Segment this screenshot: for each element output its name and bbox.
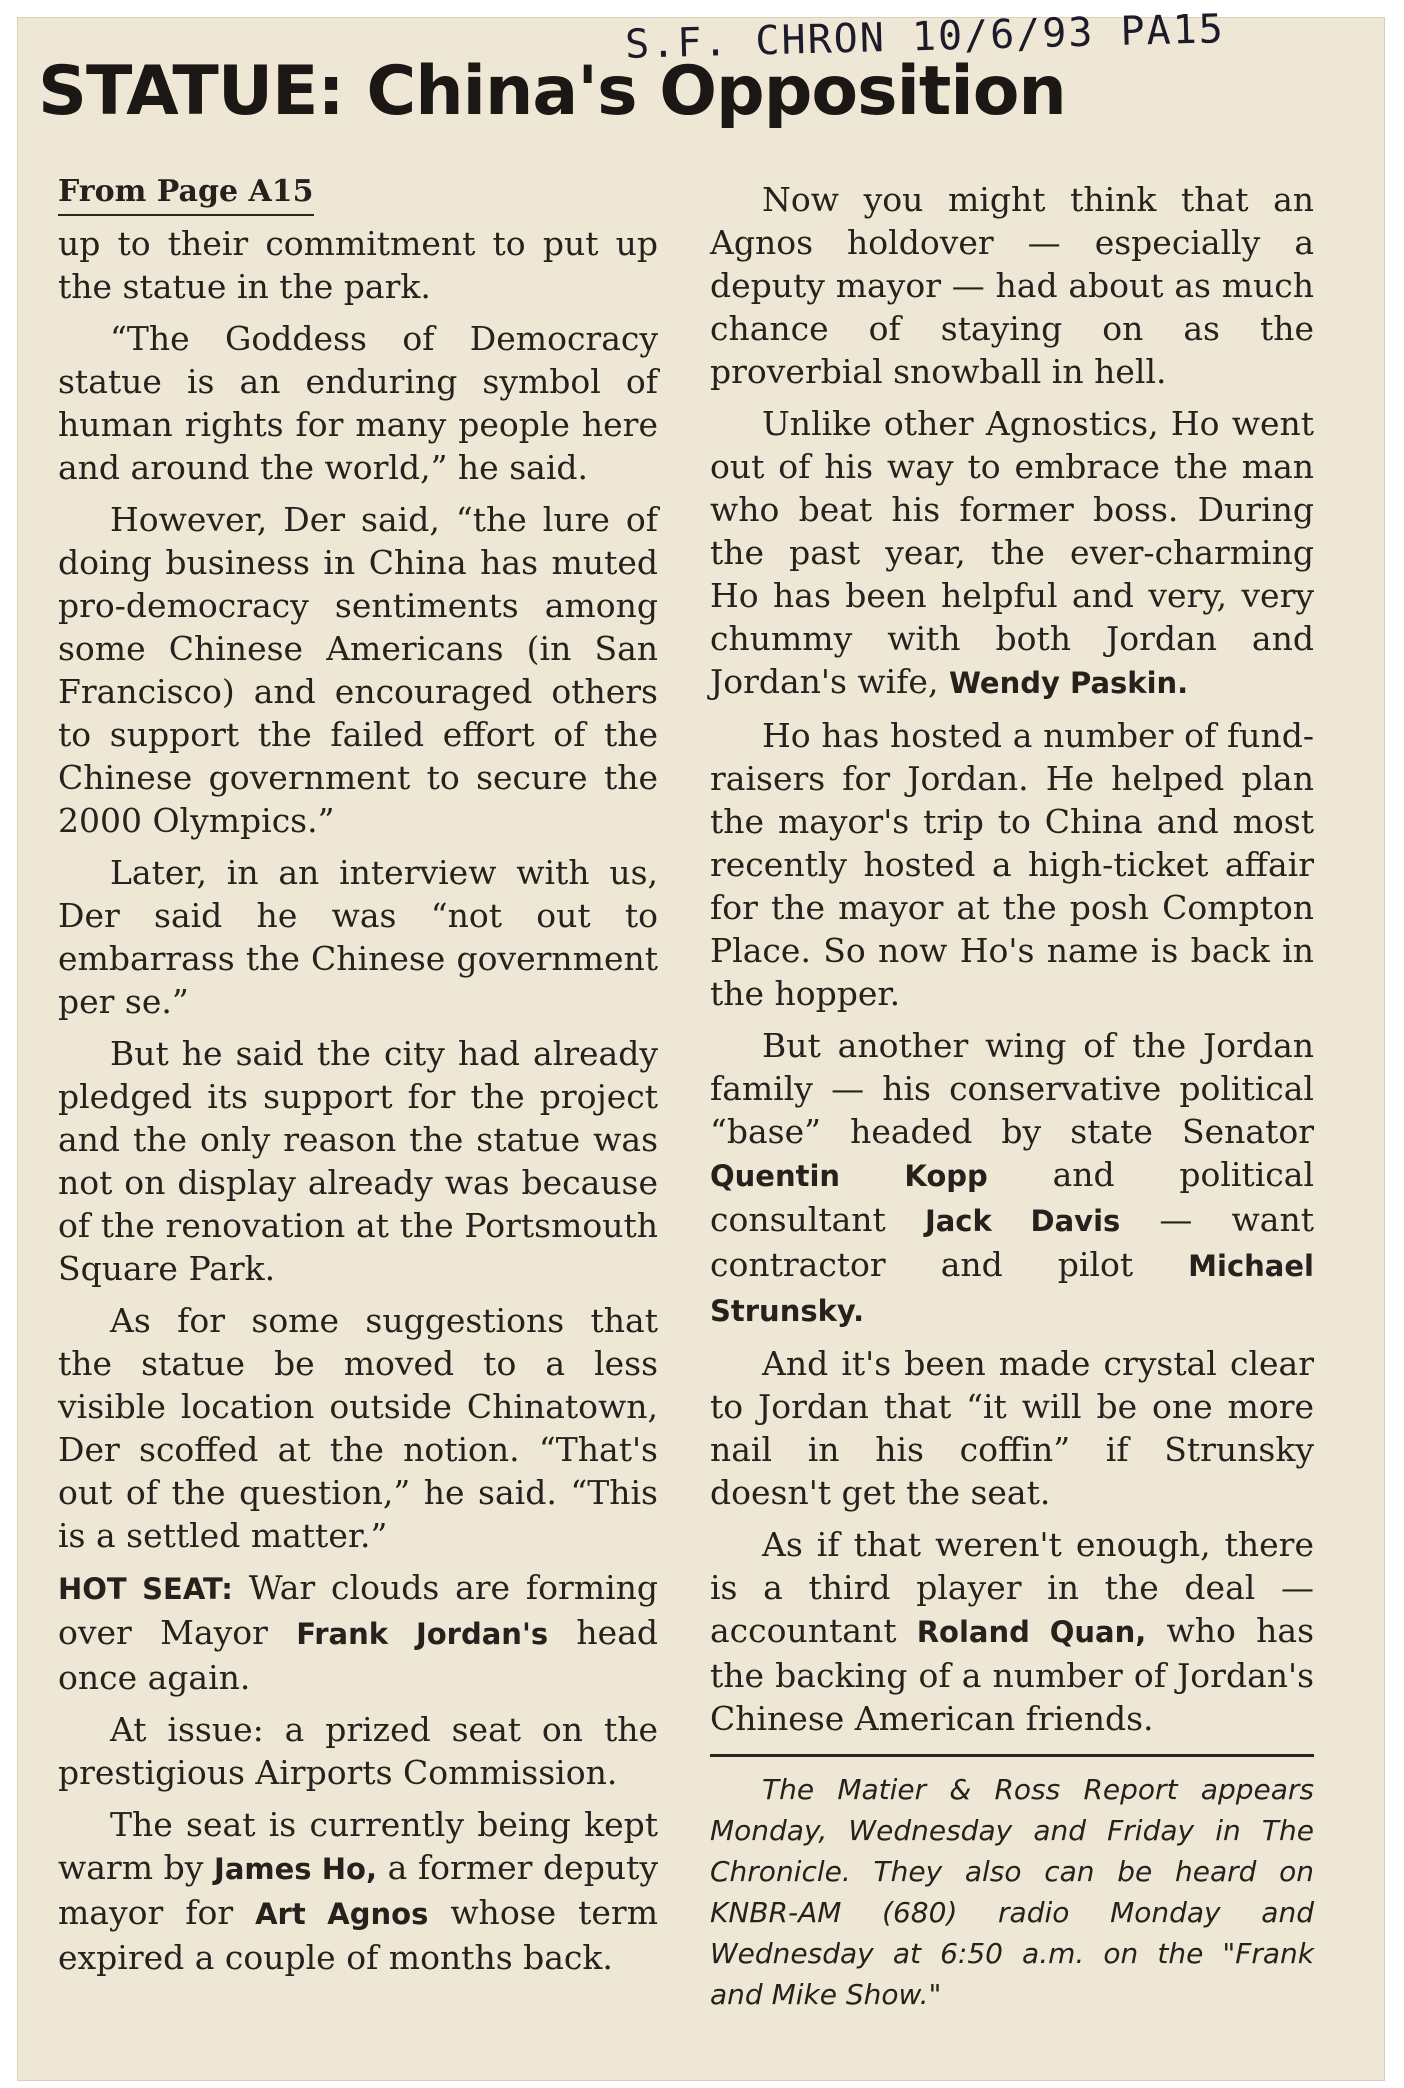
person-name: Wendy Paskin. <box>948 666 1189 700</box>
person-name: Art Agnos <box>255 1897 429 1931</box>
person-name: Michael Strunsky. <box>710 1249 1314 1328</box>
text-run: whose term expired a couple of months back. <box>58 1893 658 1977</box>
paragraph: However, Der said, “the lure of doing business in China has muted pro-democracy sentiments among some Chinese Americans (in San Francisco) and encouraged others to support the failed effort of the Chinese government to secure the 2000 Olympics.” <box>58 500 658 840</box>
text-run: a former deputy mayor for <box>58 1848 658 1932</box>
paragraph: At issue: a prized seat on the prestigious Airports Commission. <box>58 1710 658 1792</box>
person-name: Frank Jordan's <box>296 1617 549 1651</box>
column-tagline: The Matier & Ross Report appears Monday, Wednesday and Friday in The Chronicle. They also can be heard on KNBR-AM (680) radio Monday and Wednesday at 6:50 a.m. on the "Frank and Mike Show." <box>710 1773 1314 2011</box>
paragraph: As for some suggestions that the statue be moved to a less visible location outside Chinatown, Der scoffed at the notion. “That's out of the question,” he said. “This is a settled matter.” <box>58 1301 658 1555</box>
paragraph <box>58 1803 658 1979</box>
paragraph <box>710 1024 1314 1333</box>
paragraph: Ho has hosted a number of fund-raisers for Jordan. He helped plan the mayor's trip to China and most recently hosted a high-ticket affair for the mayor at the posh Compton Place. So now Ho's name is back in the hopper. <box>710 716 1314 1013</box>
right-column <box>710 178 1314 2015</box>
person-name: Quentin Kopp <box>710 1159 988 1193</box>
paragraph: And it's been made crystal clear to Jordan that “it will be one more nail in his coffin” if Strunsky doesn't get the seat. <box>710 1344 1314 1512</box>
paragraph: up to their commitment to put up the statue in the park. <box>58 224 658 306</box>
left-column <box>58 168 658 1988</box>
text-run: — want contractor and pilot <box>710 1200 1314 1284</box>
column-rule <box>710 1754 1314 1757</box>
text-run: and political consultant <box>710 1155 1314 1239</box>
person-name: Roland Quan, <box>916 1615 1147 1649</box>
text-run: As if that weren't enough, there is a third player in the deal — accountant <box>710 1525 1314 1650</box>
paragraph: Later, in an interview with us, Der said he was “not out to embarrass the Chinese government per se.” <box>58 853 658 1021</box>
person-name: Jack Davis <box>924 1204 1121 1238</box>
paragraph: Now you might think that an Agnos holdover — especially a deputy mayor — had about as much chance of staying on as the proverbial snowball in hell. <box>710 180 1314 391</box>
text-run: The seat is currently being kept warm by <box>58 1805 658 1887</box>
text-run: head once again. <box>58 1613 659 1697</box>
hot-seat-paragraph <box>58 1566 658 1699</box>
jump-line: From Page A15 <box>58 174 314 216</box>
paragraph <box>710 402 1314 705</box>
headline: STATUE: China's Opposition <box>38 52 1066 131</box>
person-name: James Ho, <box>214 1852 377 1886</box>
text-run: War clouds are forming over Mayor <box>58 1568 659 1652</box>
paragraph: But he said the city had already pledged its support for the project and the only reason the statue was not on display already was because of the renovation at the Portsmouth Square Park. <box>58 1034 658 1288</box>
text-run: Unlike other Agnostics, Ho went out of his way to embrace the man who beat his former boss. During the past year, the ever-charming Ho has been helpful and very, very chummy with both Jordan and Jordan's wife, <box>710 404 1314 701</box>
paragraph: “The Goddess of Democracy statue is an enduring symbol of human rights for many people here and around the world,” he said. <box>58 319 658 487</box>
text-run: who has the backing of a number of Jordan's Chinese American friends. <box>710 1611 1315 1738</box>
handwritten-source-note: S.F. CHRON 10/6/93 PA15 <box>624 6 1226 68</box>
paragraph <box>710 1523 1314 1740</box>
text-run: But another wing of the Jordan family — his conservative political “base” headed by state Senator <box>710 1026 1314 1151</box>
section-lead: HOT SEAT: <box>58 1572 233 1606</box>
